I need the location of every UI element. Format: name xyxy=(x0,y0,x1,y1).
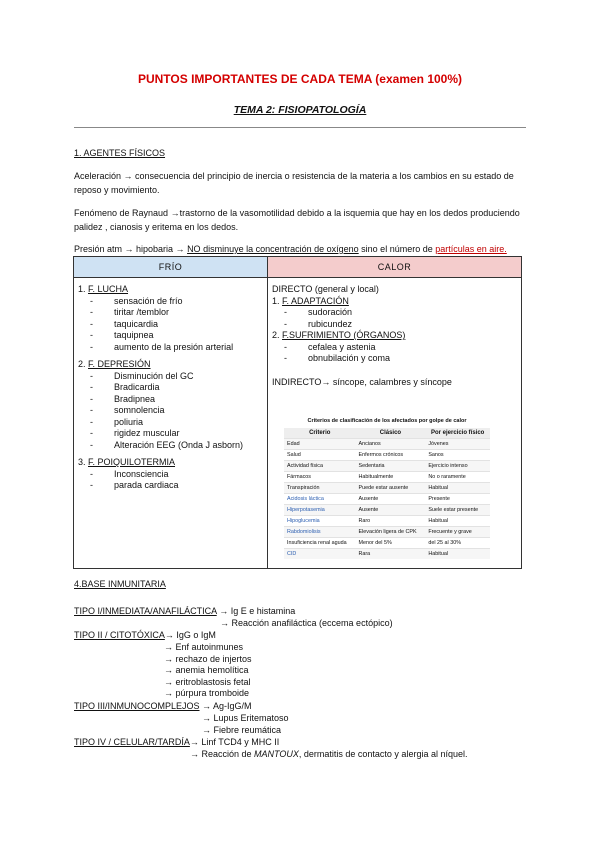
list-item: → Enf autoinmunes xyxy=(164,642,244,652)
criteria-header: Criterio xyxy=(284,428,355,439)
tipo1-line: TIPO I/INMEDIATA/ANAFILÁCTICA → Ig E e histamina xyxy=(74,606,296,616)
frio-lucha-list xyxy=(78,296,267,354)
tipo4-line: TIPO IV / CELULAR/TARDÍA→ Linf TCD4 y MHC II xyxy=(74,737,280,747)
list-item: - sudoración xyxy=(284,307,353,317)
calor-group-sufrimiento: 2. F.SUFRIMIENTO (ÓRGANOS) xyxy=(272,330,406,340)
criteria-table-caption: Criterios de clasificación de los afectados por golpe de calor xyxy=(307,418,467,424)
document-subtitle: TEMA 2: FISIOPATOLOGÍA xyxy=(233,104,367,116)
list-item: - taquicardia xyxy=(90,318,159,329)
criteria-header: Por ejercicio físico xyxy=(425,428,490,439)
list-item: → púrpura tromboide xyxy=(164,688,250,698)
list-item: - aumento de la presión arterial xyxy=(90,341,234,352)
tipo3-line: TIPO III/INMUNOCOMPLEJOS → Ag-IgG/M xyxy=(74,701,252,711)
frio-group-poiquilotermia: 3. F. POIQUILOTERMIA xyxy=(78,457,176,467)
table-row: Hiperpotasemia Ausente Suele estar presente xyxy=(284,505,490,516)
list-item: - taquipnea xyxy=(90,330,154,340)
presion-text-underlined: NO disminuye la concentración de oxígeno xyxy=(187,244,359,254)
list-item: - Alteración EEG (Onda J asborn) xyxy=(90,439,244,450)
frio-poiquilotermia-list xyxy=(78,469,267,492)
table-row: Hipoglucemia Raro Habitual xyxy=(284,516,490,527)
list-item: - Inconsciencia xyxy=(90,468,169,479)
paragraph-presion xyxy=(74,242,529,256)
frio-group-depresion: 2. F. DEPRESIÓN xyxy=(78,359,151,369)
tipo2-line: TIPO II / CITOTÓXICA→ IgG o IgM xyxy=(74,630,216,640)
tipo4-sub: → Reacción de MANTOUX, dermatitis de contacto y alergia al níquel. xyxy=(190,749,468,759)
presion-text-c: sino el número de xyxy=(358,244,436,254)
list-item: → rechazo de injertos xyxy=(164,653,252,664)
paragraph-aceleracion: Aceleración → consecuencia del principio de inercia o resistencia de la materia a los cambios en su estado de reposo y movimiento. xyxy=(74,171,514,195)
header-calor: CALOR xyxy=(268,257,522,278)
table-row: Acidosis láctica Ausente Presente xyxy=(284,494,490,505)
table-row: Salud Enfermos crónicos Sanos xyxy=(284,450,490,461)
tipo1-sub: → Reacción anafiláctica (eccema ectópico) xyxy=(220,618,393,628)
calor-group-adaptacion: 1. F. ADAPTACIÓN xyxy=(272,295,349,306)
list-item: → eritroblastosis fetal xyxy=(164,676,251,687)
list-item: - tiritar /temblor xyxy=(90,307,170,317)
paragraph-raynaud: Fenómeno de Raynaud →trastorno de la vasomotilidad debido a la isquemia que hay en los dedos produciendo palidez , cianosis y eritema en los dedos. xyxy=(74,208,520,232)
table-row: Edad Ancianos Jóvenes xyxy=(284,439,490,450)
list-item: - poliuria xyxy=(90,416,144,427)
table-row: Rabdomiolisis Elevación ligera de CPK Frecuente y grave xyxy=(284,527,490,538)
frio-group-lucha: 1. F. LUCHA xyxy=(78,284,129,294)
table-row: Fármacos Habitualmente No o raramente xyxy=(284,472,490,483)
criteria-header: Clásico xyxy=(355,428,425,439)
calor-sufrimiento-list xyxy=(272,342,521,365)
document-title: PUNTOS IMPORTANTES DE CADA TEMA (examen 100%) xyxy=(137,72,463,86)
tipo3-sublist xyxy=(202,713,289,736)
list-item: - rubicundez xyxy=(284,318,353,329)
tipo2-sublist xyxy=(164,642,252,700)
list-item: - rigidez muscular xyxy=(90,428,180,438)
calor-adaptacion-list xyxy=(272,307,521,330)
list-item: - Disminución del GC xyxy=(90,370,194,381)
presion-text-red: partículas en aire. xyxy=(435,244,507,254)
list-item: - cefalea y astenia xyxy=(284,341,376,352)
list-item: - Bradicardia xyxy=(90,382,160,392)
presion-text-a: Presión atm → hipobaria → xyxy=(74,244,188,254)
header-frio: FRÍO xyxy=(74,257,268,278)
frio-depresion-list xyxy=(78,371,267,452)
table-row: Actividad física Sedentaria Ejercicio intenso xyxy=(284,461,490,472)
criteria-table xyxy=(284,428,490,559)
list-item: → Lupus Eritematoso xyxy=(202,713,289,723)
calor-indirecto: INDIRECTO→ síncope, calambres y síncope xyxy=(272,376,452,387)
table-row: Insuficiencia renal aguda Menor del 5% del 25 al 30% xyxy=(284,538,490,549)
section-heading-base-inmunitaria: 4.BASE INMUNITARIA xyxy=(74,579,166,589)
list-item: - Bradipnea xyxy=(90,393,156,404)
frio-cell xyxy=(74,278,268,569)
divider xyxy=(74,127,526,128)
list-item: - obnubilación y coma xyxy=(284,353,391,363)
table-row: CID Rara Habitual xyxy=(284,549,490,560)
list-item: → Fiebre reumática xyxy=(202,724,282,735)
list-item: - somnolencia xyxy=(90,405,165,415)
section-heading-agentes-fisicos: 1. AGENTES FÍSICOS xyxy=(74,148,166,158)
list-item: - sensación de frío xyxy=(90,295,183,306)
table-row: Transpiración Puede estar ausente Habitual xyxy=(284,483,490,494)
calor-directo: DIRECTO (general y local) xyxy=(272,284,379,294)
list-item: - parada cardiaca xyxy=(90,480,179,490)
list-item: → anemia hemolítica xyxy=(164,665,249,675)
